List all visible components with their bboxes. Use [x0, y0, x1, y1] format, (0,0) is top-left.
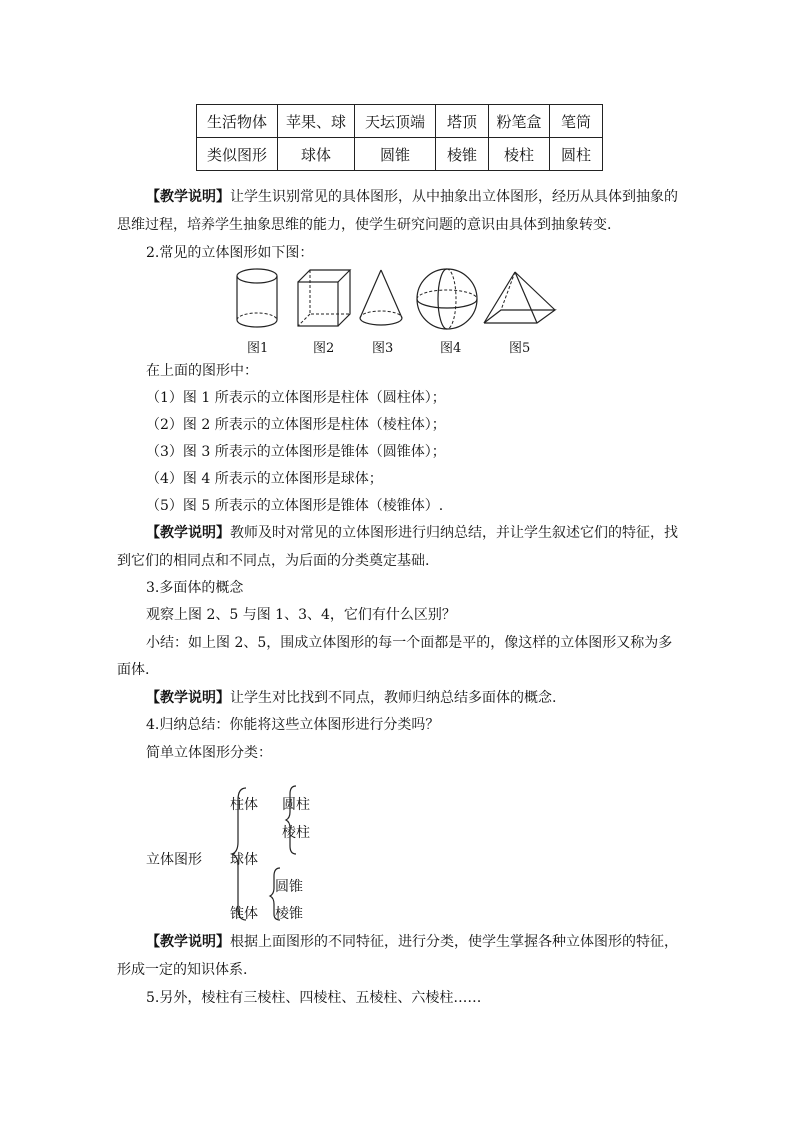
- table-cell: 圆锥: [355, 138, 436, 171]
- note-tag: 【教学说明】: [146, 525, 230, 541]
- class-branch-cone: 锥体: [230, 906, 258, 922]
- teaching-note-4-line1: [146, 932, 678, 952]
- note-text: 让学生识别常见的具体图形，从中抽象出立体图形，经历从具体到抽象的: [230, 189, 678, 205]
- section-4-title: 4.归纳总结：你能将这些立体图形进行分类吗？: [146, 717, 440, 733]
- table-row: [197, 105, 603, 138]
- list-item: （2）图 2 所表示的立体图形是柱体（棱柱体）；: [146, 417, 446, 433]
- note-text: 让学生对比找到不同点，教师归纳总结多面体的概念.: [230, 690, 557, 706]
- note-text: 教师及时对常见的立体图形进行归纳总结，并让学生叙述它们的特征，找: [230, 525, 678, 541]
- list-item: （1）图 1 所表示的立体图形是柱体（圆柱体）；: [146, 390, 446, 406]
- figure-label-4: 图4: [440, 341, 462, 356]
- table-cell: 粉笔盒: [489, 105, 550, 138]
- cone-figure: [356, 266, 406, 330]
- list-item: （5）图 5 所表示的立体图形是锥体（棱锥体）.: [146, 498, 444, 514]
- table-cell: 笔筒: [550, 105, 603, 138]
- section-2-title: 2.常见的立体图形如下图：: [146, 245, 314, 261]
- teaching-note-3: [146, 688, 556, 708]
- teaching-note-2-line1: [146, 523, 678, 543]
- figure-label-2: 图2: [313, 341, 335, 356]
- table-cell: 天坛顶端: [355, 105, 436, 138]
- note-tag: 【教学说明】: [146, 690, 230, 706]
- class-cone-b: 棱锥: [275, 906, 303, 922]
- class-branch-sphere: 球体: [230, 852, 258, 868]
- table-cell: 生活物体: [197, 105, 278, 138]
- note-tag: 【教学说明】: [146, 189, 230, 205]
- table-cell: 棱柱: [489, 138, 550, 171]
- cube-figure: [294, 266, 354, 330]
- figure-label-3: 图3: [372, 341, 394, 356]
- list-item: （3）图 3 所表示的立体图形是锥体（圆锥体）；: [146, 444, 446, 460]
- class-root: 立体图形: [146, 852, 202, 868]
- teaching-note-4-line2: 形成一定的知识体系.: [117, 962, 248, 978]
- teaching-note-1-line1: [146, 187, 678, 207]
- table-cell: 苹果、球: [278, 105, 355, 138]
- table-cell: 球体: [278, 138, 355, 171]
- teaching-note-2-line2: 到它们的相同点和不同点，为后面的分类奠定基础.: [117, 553, 430, 569]
- class-prism-a: 圆柱: [282, 797, 310, 813]
- note-text: 根据上面图形的不同特征，进行分类，使学生掌握各种立体图形的特征，: [230, 934, 678, 950]
- teaching-note-1-line2: 思维过程，培养学生抽象思维的能力，使学生研究问题的意识由具体到抽象转变.: [117, 217, 612, 233]
- note-tag: 【教学说明】: [146, 934, 230, 950]
- table-cell: 棱锥: [436, 138, 489, 171]
- figure-label-5: 图5: [509, 341, 531, 356]
- table-cell: 类似图形: [197, 138, 278, 171]
- table-cell: 圆柱: [550, 138, 603, 171]
- section-3-summary-line1: 小结：如上图 2、5，围成立体图形的每一个面都是平的，像这样的立体图形又称为多: [146, 635, 673, 651]
- class-prism-b: 棱柱: [282, 825, 310, 841]
- sphere-figure: [414, 266, 480, 334]
- section-3-question: 观察上图 2、5 与图 1、3、4，它们有什么区别？: [146, 607, 456, 623]
- table-cell: 塔顶: [436, 105, 489, 138]
- section-4-subtitle: 简单立体图形分类：: [146, 745, 272, 761]
- figure-label-1: 图1: [247, 341, 269, 356]
- list-item: （4）图 4 所表示的立体图形是球体；: [146, 471, 383, 487]
- pyramid-figure: [481, 266, 557, 330]
- class-cone-a: 圆锥: [275, 879, 303, 895]
- classification-braces: [224, 780, 314, 930]
- section-3-title: 3.多面体的概念: [146, 580, 244, 596]
- object-shape-table: [196, 104, 603, 171]
- section-3-summary-line2: 面体.: [117, 662, 150, 678]
- section-5-title: 5.另外，棱柱有三棱柱、四棱柱、五棱柱、六棱柱……: [146, 990, 482, 1006]
- list-intro: 在上面的图形中：: [146, 363, 258, 379]
- cylinder-figure: [232, 266, 282, 330]
- class-branch-prism: 柱体: [230, 797, 258, 813]
- table-row: [197, 138, 603, 171]
